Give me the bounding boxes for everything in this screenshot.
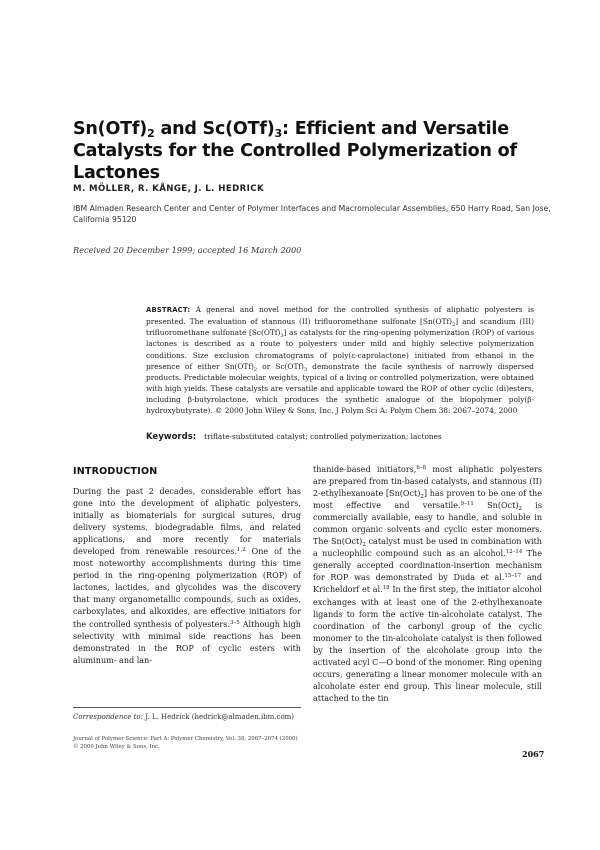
section-heading-introduction: INTRODUCTION <box>73 466 158 477</box>
correspondence-text: J. L. Hedrick (hedrick@almaden.ibm.com) <box>143 713 295 721</box>
body-text: catalyst must be used in combination with a nucleophilic compound such as an alcohol. <box>313 537 542 559</box>
abstract <box>146 304 534 417</box>
correspondence-label: Correspondence to: <box>73 713 144 721</box>
body-text: During the past 2 decades, considerable effort has gone into the development of aliphatic polyesters, initially as biomaterials for surgical sutures, drug delivery systems, biodegradable films, and related applications, and more recently for materials developed from renewable resources. <box>73 487 301 557</box>
body-text: ] has proven to be one of the most effective and versatile. <box>313 489 542 511</box>
title-text: : Efficient and Versatile Catalysts for the Controlled Polymerization of Lactones <box>73 119 517 183</box>
citation-ref: 3–5 <box>229 619 240 626</box>
copyright-notice: © 2000 John Wiley & Sons, Inc. <box>73 744 160 751</box>
citation-ref: 12–14 <box>505 549 523 556</box>
subscript: 2 <box>518 506 522 513</box>
body-text: thanide-based initiators, <box>313 465 417 474</box>
title-text: and Sc(OTf) <box>154 119 275 139</box>
citation-ref: 15–17 <box>504 573 522 580</box>
citation-ref: 9–11 <box>460 501 474 508</box>
body-text: One of the most noteworthy accomplishments during this time period in the ring-opening polymerization (ROP) of lactones, lactides, and glycolides was the discovery that many organometallic compounds, such as oxides, carboxylates, and alkoxides, are effective initiators for the controlled synthesis of polyesters. <box>73 547 301 629</box>
correspondence-note <box>73 712 301 722</box>
subscript: 2 <box>452 322 456 329</box>
subscript: 3 <box>303 366 308 373</box>
body-text: Although high selectivity with minimal side reactions has been demonstrated in the ROP of cyclic esters with aluminum- and lan- <box>73 619 301 665</box>
subscript: 3 <box>280 333 284 340</box>
keywords-label: Keywords: <box>146 432 197 442</box>
abstract-text: A general and novel method for the controlled synthesis of aliphatic polyesters is presented. The evaluation of stannous (II) trifluoromethane sulfonate [Sn(OTf) <box>146 305 534 327</box>
abstract-text: ] as catalysts for the ring-opening polymerization (ROP) of various lactones is described as a route to polyesters under mild and highly selective polymerization conditions. Size exclusion chromatograms of poly(ε-caprolactone) initiated from ethanol in the presence of either Sn(OTf) <box>146 328 534 371</box>
abstract-label: ABSTRACT: <box>146 306 191 314</box>
body-column-right <box>313 464 542 705</box>
title-subscript: 2 <box>147 127 155 140</box>
author-list: M. MÖLLER, R. KÅNGE, J. L. HEDRICK <box>73 184 265 194</box>
abstract-text: or Sc(OTf) <box>257 361 304 371</box>
body-text: The generally accepted coordination-insertion mechanism for ROP was demonstrated by Duda et al. <box>313 549 542 583</box>
body-text: is commercially available, easy to handle, and soluble in common organic solvents and cyclic ester monomers. The Sn(Oct) <box>313 501 542 547</box>
body-text: most aliphatic polyesters are prepared from tin-based catalysts, and stannous (II) 2-ethylhexanoate [Sn(Oct) <box>313 465 542 499</box>
citation-ref: 6–8 <box>416 465 427 471</box>
citation-ref: 1,2 <box>237 547 246 554</box>
affiliation: IBM Almaden Research Center and Center of Polymer Interfaces and Macromolecular Assemblies, 650 Harry Road, San Jose, California 95120 <box>73 204 551 224</box>
subscript: 2 <box>253 366 258 373</box>
subscript: 2 <box>420 494 424 501</box>
paper-title <box>73 118 553 184</box>
subscript: 2 <box>362 542 366 549</box>
journal-citation: Journal of Polymer Science: Part A: Polymer Chemistry, Vol. 38, 2067–2074 (2000) <box>73 736 298 742</box>
body-text: In the first step, the initiator alcohol exchanges with at least one of the 2-ethylhexanoate ligands to form the active tin-alcoholate catalyst. The coordination of the carbonyl group of the cyclic monomer to the tin-alcoholate catalyst is then followed by the insertion of the alcoholate group into the activated acyl C—O bond of the monomer. Ring opening occurs, generating a linear monomer molecule with an alcoholate ester end group. This linear molecule, still attached to the tin <box>313 585 543 703</box>
title-text: Sn(OTf) <box>73 119 148 139</box>
abstract-text: ] and scandium (III) trifluoromethane sulfonate [Sc(OTf) <box>146 317 534 338</box>
abstract-text: demonstrate the facile synthesis of narrowly dispersed products. Predictable molecular weights, typical of a living or controlled polymerization, were obtained with high yields. These catalysts are versatile and applicable toward the ROP of other cyclic (di)esters, including β-butyrolactone, which produces the synthetic analogue of the biopolymer poly(β-hydroxybutyrate). © 2000 John Wiley & Sons, Inc. J Polym Sci A: Polym Chem 38: 2067–2074, 2000 <box>146 361 534 416</box>
body-text: and Kricheldorf et al. <box>313 573 542 595</box>
citation-ref: 18 <box>382 585 390 592</box>
body-text: Sn(Oct) <box>473 501 519 511</box>
journal-info <box>73 735 303 752</box>
title-subscript: 3 <box>274 127 283 140</box>
received-dates: Received 20 December 1999; accepted 16 March 2000 <box>73 245 302 255</box>
footnote-divider <box>73 707 301 708</box>
page-number: 2067 <box>522 749 545 759</box>
keywords <box>146 432 534 442</box>
keywords-text: triflate-substituted catalyst; controlled polymerization; lactones <box>204 432 442 441</box>
body-column-left <box>73 486 301 667</box>
